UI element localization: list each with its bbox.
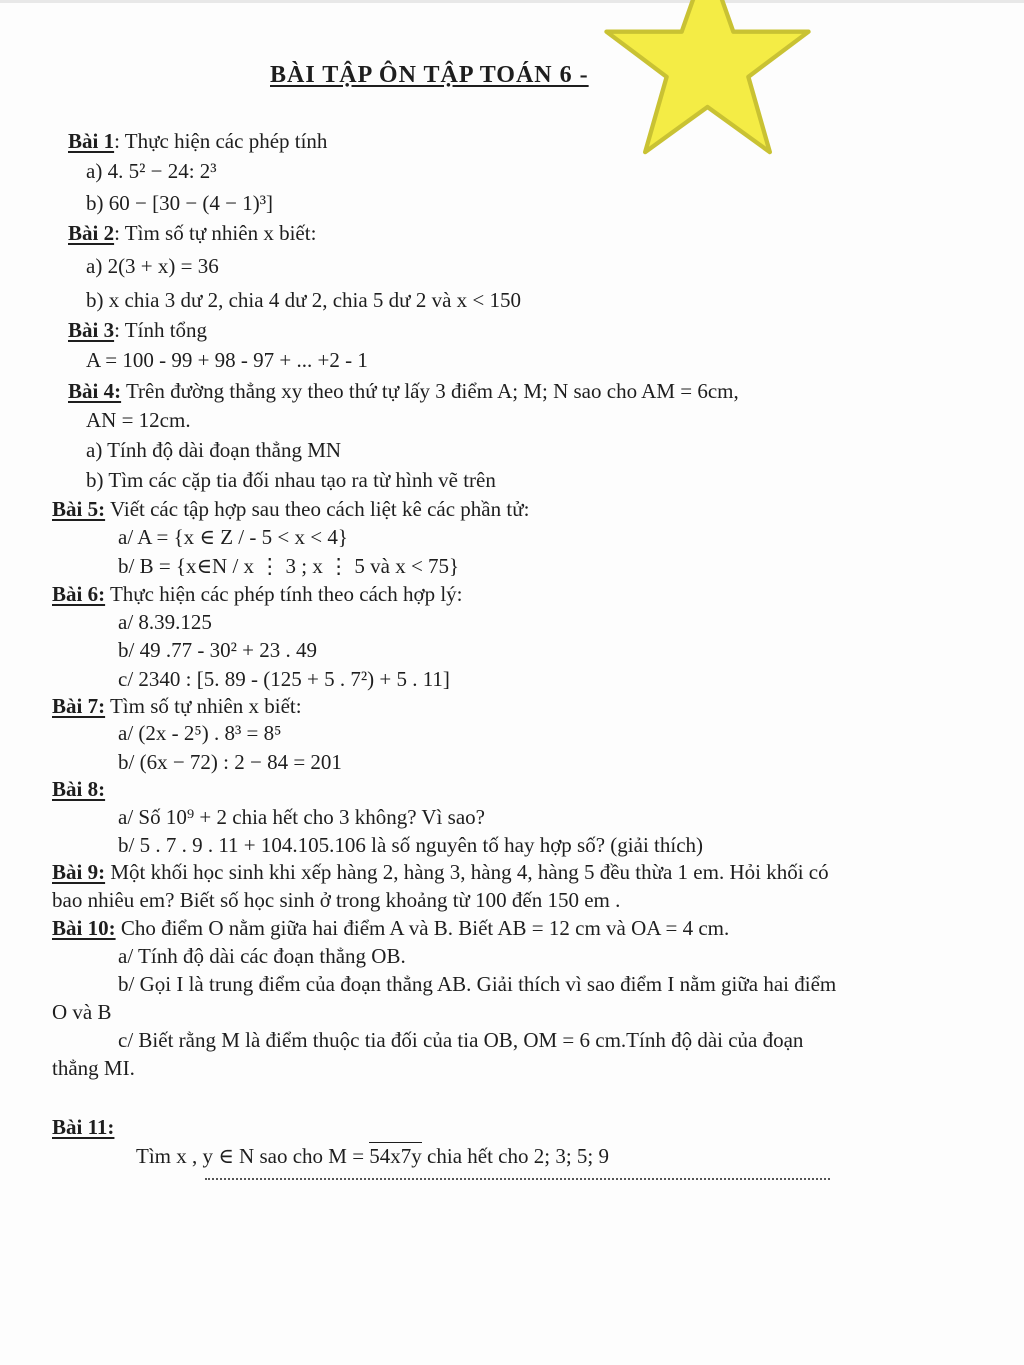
exercise-11-heading <box>52 1114 114 1140</box>
exercise-3-heading <box>68 317 207 343</box>
exercise-3-label: Bài 3 <box>68 318 115 342</box>
exercise-8-heading <box>52 776 105 802</box>
exercise-1a: a) 4. 5² − 24: 2³ <box>86 159 217 183</box>
exercise-7-text: Tìm số tự nhiên x biết: <box>105 694 302 718</box>
exercise-5-heading <box>52 496 529 522</box>
exercise-8b: b/ 5 . 7 . 9 . 11 + 104.105.106 là số nguyên tố hay hợp số? (giải thích) <box>118 833 704 857</box>
exercise-4-text: Trên đường thẳng xy theo thứ tự lấy 3 điểm A; M; N sao cho AM = 6cm, <box>121 379 739 403</box>
exercise-6b: b/ 49 .77 - 30² + 23 . 49 <box>118 638 317 662</box>
exercise-9-heading <box>52 859 829 885</box>
exercise-9-label: Bài 9: <box>52 860 106 884</box>
exercise-5b: b/ B = {x∈N / x ⋮ 3 ; x ⋮ 5 và x < 75} <box>118 554 460 578</box>
exercise-10c-cont: thẳng MI. <box>52 1056 135 1080</box>
exercise-7-heading <box>52 693 302 719</box>
exercise-10c: c/ Biết rằng M là điểm thuộc tia đối của tia OB, OM = 6 cm.Tính độ dài của đoạn <box>118 1028 804 1052</box>
exercise-10a: a/ Tính độ dài các đoạn thẳng OB. <box>118 944 406 968</box>
star-icon <box>600 0 815 165</box>
exercise-4-heading <box>68 378 739 404</box>
exercise-10b: b/ Gọi I là trung điểm của đoạn thẳng AB. Giải thích vì sao điểm I nằm giữa hai điểm <box>118 972 837 996</box>
exercise-6-text: Thực hiện các phép tính theo cách hợp lý: <box>105 582 463 606</box>
exercise-4b: b) Tìm các cặp tia đối nhau tạo ra từ hình vẽ trên <box>86 468 496 492</box>
page-title: BÀI TẬP ÔN TẬP TOÁN 6 - <box>270 62 589 88</box>
exercise-6c: c/ 2340 : [5. 89 - (125 + 5 . 7²) + 5 . 11] <box>118 667 450 691</box>
exercise-11-label: Bài 11: <box>52 1115 115 1139</box>
exercise-7a: a/ (2x - 2⁵) . 8³ = 8⁵ <box>118 721 282 745</box>
exercise-5-text: Viết các tập hợp sau theo cách liệt kê các phần tử: <box>105 497 530 521</box>
exercise-4a: a) Tính độ dài đoạn thẳng MN <box>86 438 342 462</box>
exercise-1-label: Bài 1 <box>68 129 115 153</box>
exercise-10b-cont: O và B <box>52 1000 112 1024</box>
exercise-6-label: Bài 6: <box>52 582 106 606</box>
exercise-8-label: Bài 8: <box>52 777 106 801</box>
exercise-2a: a) 2(3 + x) = 36 <box>86 254 219 278</box>
exercise-2-heading <box>68 220 316 246</box>
exercise-11-text-pre: Tìm x , y ∈ N sao cho M = <box>136 1144 370 1168</box>
exercise-4-label: Bài 4: <box>68 379 122 403</box>
exercise-2b: b) x chia 3 dư 2, chia 4 dư 2, chia 5 dư 2 và x < 150 <box>86 288 521 312</box>
exercise-9-text: Một khối học sinh khi xếp hàng 2, hàng 3, hàng 4, hàng 5 đều thừa 1 em. Hỏi khối có <box>105 860 829 884</box>
exercise-5a: a/ A = {x ∈ Z / - 5 < x < 4} <box>118 525 348 549</box>
exercise-6a: a/ 8.39.125 <box>118 610 212 634</box>
exercise-2-label: Bài 2 <box>68 221 115 245</box>
exercise-4-cont: AN = 12cm. <box>86 408 191 432</box>
dotted-separator <box>205 1178 830 1180</box>
exercise-5-label: Bài 5: <box>52 497 106 521</box>
exercise-7b: b/ (6x − 72) : 2 − 84 = 201 <box>118 750 342 774</box>
exercise-1-heading <box>68 128 327 154</box>
exercise-1-text: : Thực hiện các phép tính <box>114 129 328 153</box>
exercise-10-label: Bài 10: <box>52 916 116 940</box>
exercise-3-text: : Tính tổng <box>114 318 208 342</box>
exercise-2-text: : Tìm số tự nhiên x biết: <box>114 221 317 245</box>
exercise-11-number: 54x7y <box>369 1144 422 1168</box>
exercise-11-text-post: chia hết cho 2; 3; 5; 9 <box>421 1144 610 1168</box>
exercise-10-text: Cho điểm O nằm giữa hai điểm A và B. Biết AB = 12 cm và OA = 4 cm. <box>115 916 730 940</box>
exercise-11-text <box>136 1143 609 1169</box>
exercise-7-label: Bài 7: <box>52 694 106 718</box>
exercise-8a: a/ Số 10⁹ + 2 chia hết cho 3 không? Vì sao? <box>118 805 485 829</box>
exercise-9-cont: bao nhiêu em? Biết số học sinh ở trong khoảng từ 100 đến 150 em . <box>52 888 621 912</box>
exercise-6-heading <box>52 581 463 607</box>
exercise-3-sum: A = 100 - 99 + 98 - 97 + ... +2 - 1 <box>86 348 368 372</box>
exercise-1b: b) 60 − [30 − (4 − 1)³] <box>86 191 274 215</box>
exercise-10-heading <box>52 915 729 941</box>
